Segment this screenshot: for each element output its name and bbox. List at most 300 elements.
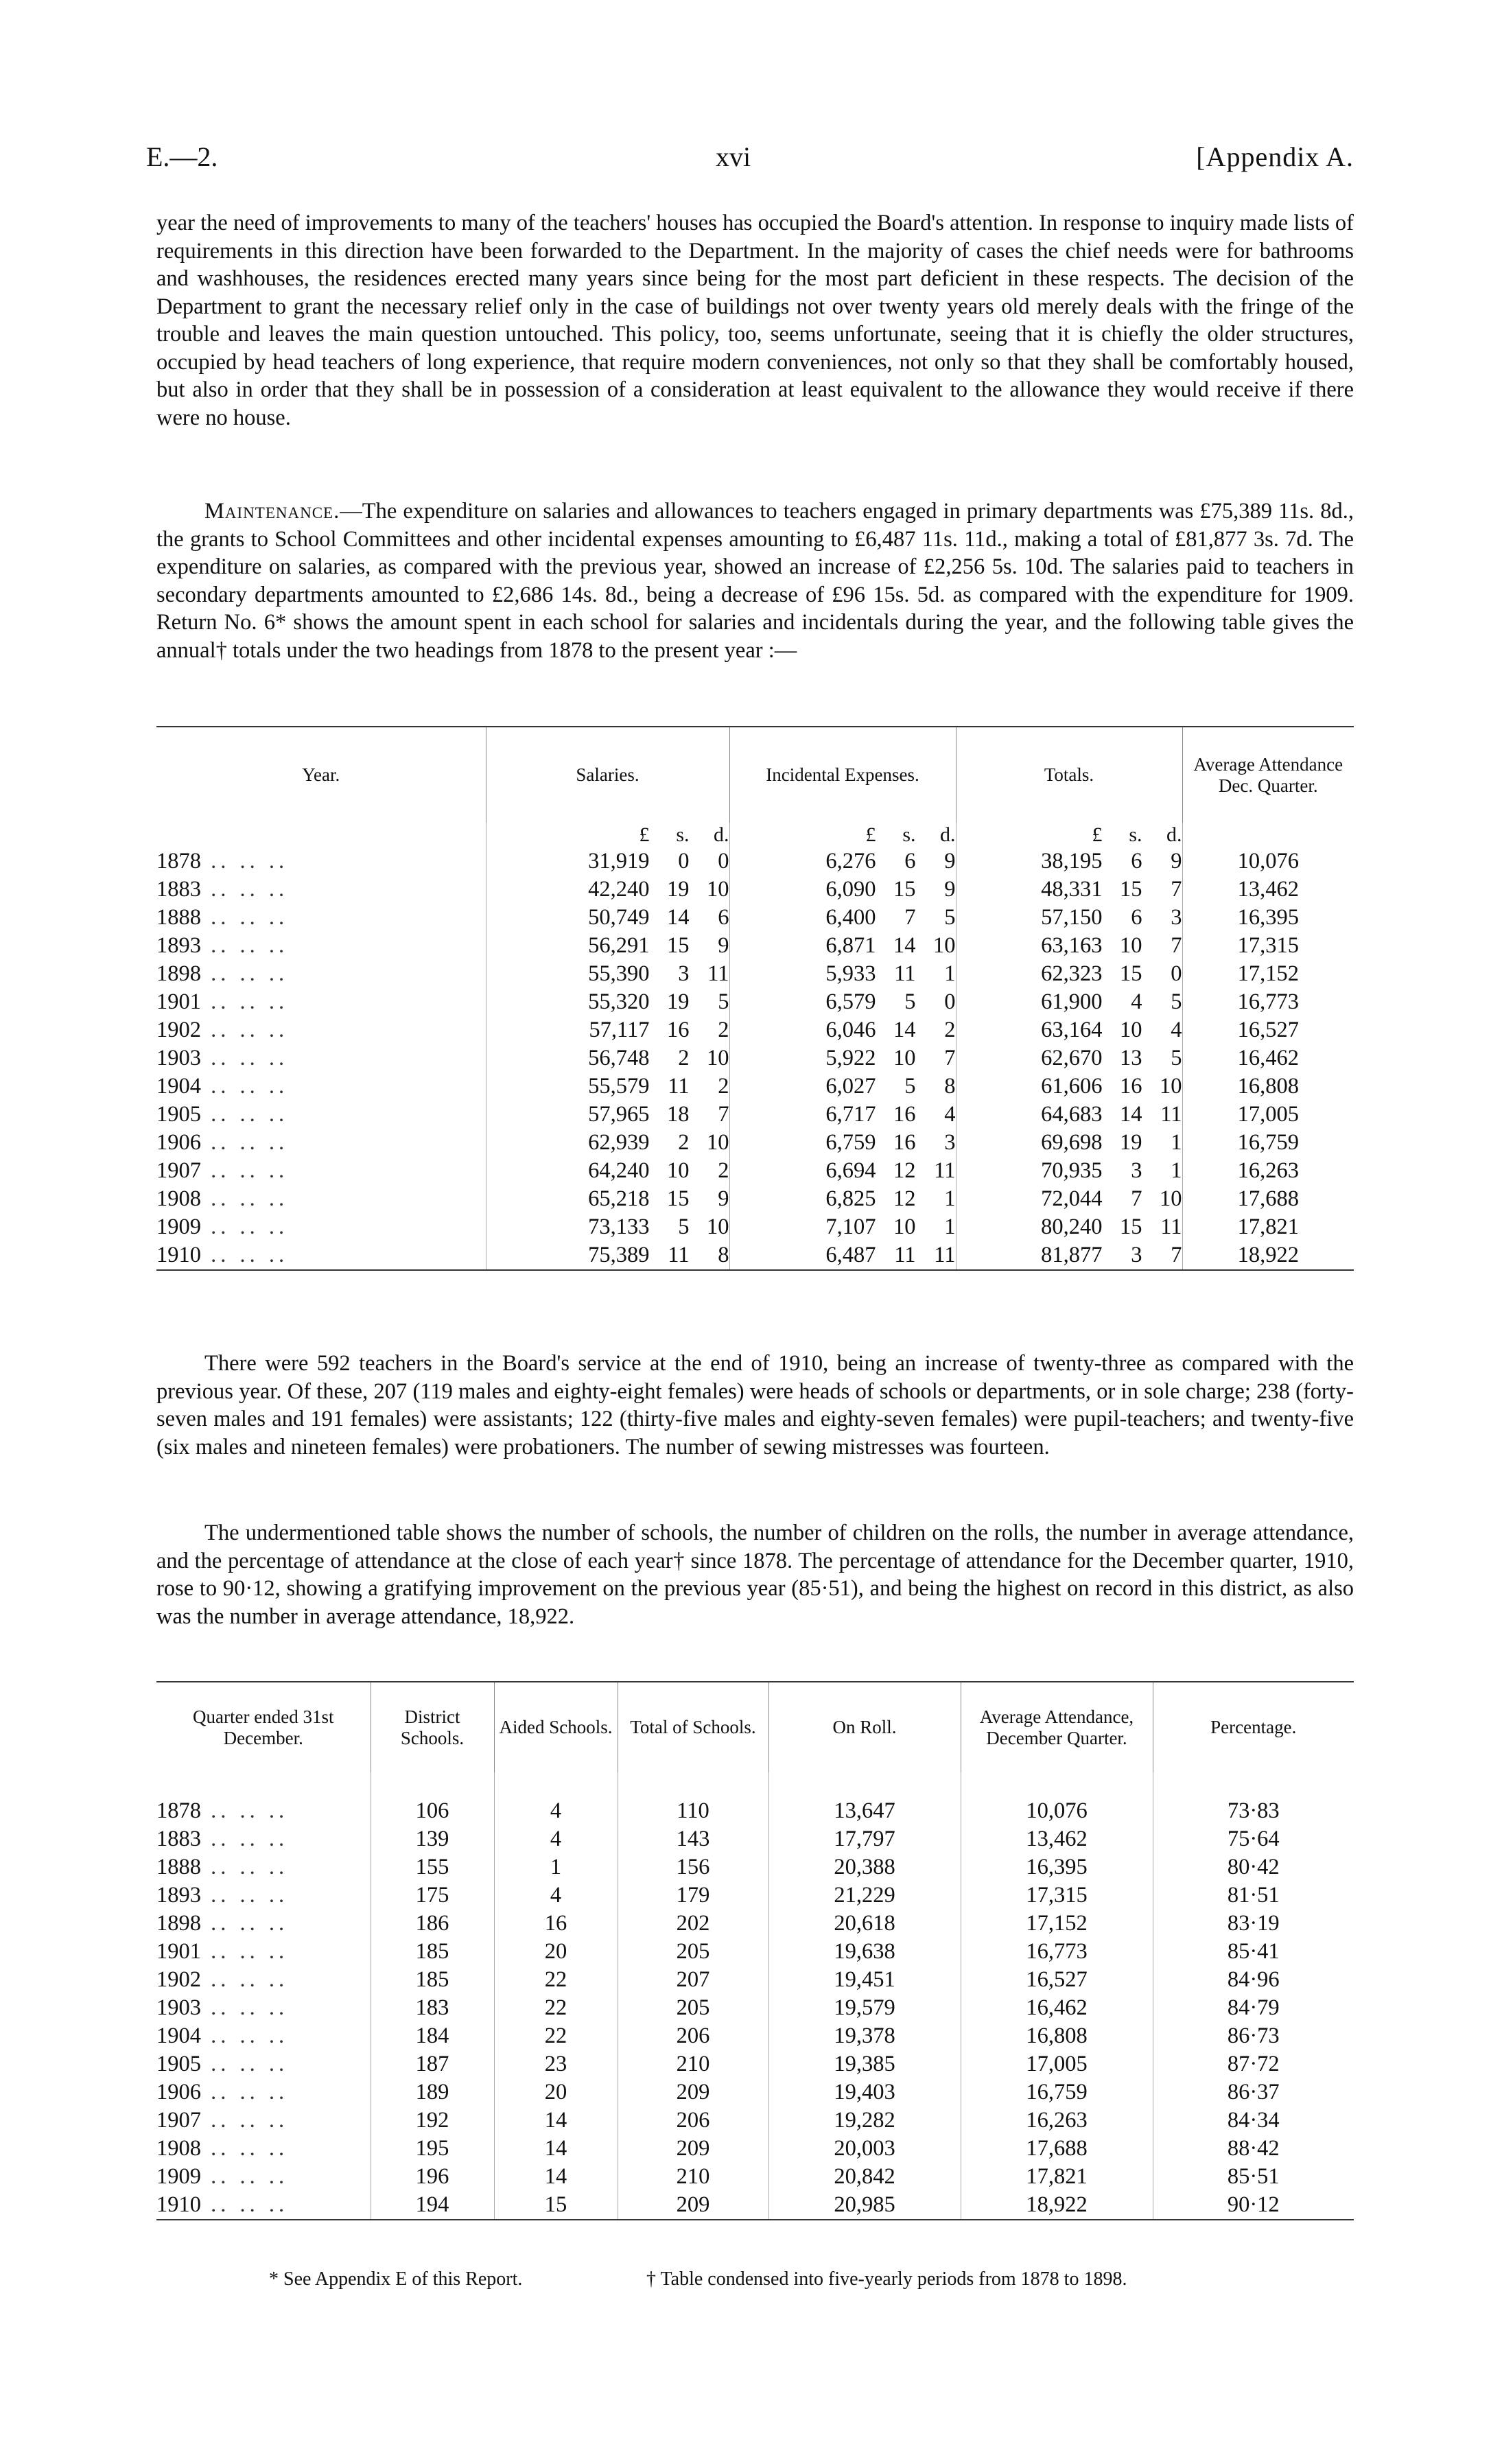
salaries-cell <box>486 1101 729 1129</box>
units-incidental <box>729 823 956 847</box>
row-year <box>156 1185 486 1213</box>
col-attendance-header: Average Attendance Dec. Quarter. <box>1182 727 1354 823</box>
incidental-cell-shillings: 16 <box>893 1130 916 1155</box>
table-row <box>156 1157 1354 1185</box>
attendance-cell: 16,263 <box>1182 1157 1354 1185</box>
leader-dots: .. .. .. <box>201 933 289 958</box>
leader-dots: .. .. .. <box>201 2192 289 2217</box>
totals-cell-amount <box>956 932 1182 960</box>
table-row <box>156 2050 1354 2078</box>
table-row <box>156 1825 1354 1853</box>
units-totals-group <box>956 823 1182 847</box>
incidental-cell <box>729 1016 956 1044</box>
incidental-cell-amount <box>730 876 956 904</box>
totals-cell-pence: 5 <box>1171 1046 1182 1070</box>
row-year <box>156 1129 486 1157</box>
aided-cell: 16 <box>494 1910 618 1938</box>
units-spacer <box>156 823 486 847</box>
incidental-cell-shillings: 10 <box>893 1046 916 1070</box>
totals-cell-pence: 4 <box>1171 1018 1182 1042</box>
leader-dots: .. .. .. <box>201 905 289 930</box>
incidental-cell-pounds: 5,922 <box>825 1046 876 1070</box>
incidental-cell-pence: 1 <box>944 961 956 986</box>
row-year-label: 1898 <box>156 961 201 986</box>
salaries-cell <box>486 847 729 876</box>
col-salaries-header: Salaries. <box>486 727 729 823</box>
totals-cell-pounds: 61,606 <box>1041 1074 1103 1099</box>
attendance-cell: 16,773 <box>1182 988 1354 1016</box>
leader-dots: .. .. .. <box>201 1855 289 1879</box>
roll-cell: 20,618 <box>768 1910 961 1938</box>
row-quarter-label: 1910 <box>156 2192 201 2217</box>
salaries-cell-shillings: 16 <box>667 1018 690 1042</box>
aided-cell: 14 <box>494 2163 618 2191</box>
salaries-cell-amount <box>486 1213 729 1241</box>
units-row <box>156 823 1354 847</box>
unit-shilling: s. <box>1129 823 1142 846</box>
district-cell: 195 <box>371 2135 494 2163</box>
salaries-cell-shillings: 19 <box>667 989 690 1014</box>
salaries-cell-pounds: 65,218 <box>588 1186 650 1211</box>
avg-attendance-cell: 16,527 <box>961 1966 1153 1994</box>
salaries-cell-shillings: 15 <box>667 1186 690 1211</box>
total-schools-cell: 209 <box>618 2135 768 2163</box>
attendance-cell: 10,076 <box>1182 847 1354 876</box>
spacer-row <box>156 1772 1354 1797</box>
district-cell: 155 <box>371 1853 494 1881</box>
salaries-cell <box>486 904 729 932</box>
district-cell: 185 <box>371 1966 494 1994</box>
percentage-cell: 83·19 <box>1153 1910 1354 1938</box>
table-row <box>156 1129 1354 1157</box>
roll-cell: 20,003 <box>768 2135 961 2163</box>
leader-dots: .. .. .. <box>201 2136 289 2161</box>
header-reference: E.—2. <box>146 141 218 172</box>
salaries-cell <box>486 1016 729 1044</box>
totals-cell-pounds: 48,331 <box>1041 877 1103 902</box>
incidental-cell-pence: 4 <box>944 1102 956 1127</box>
incidental-cell-shillings: 6 <box>904 849 916 873</box>
salaries-cell-pence: 6 <box>718 905 729 930</box>
salaries-cell-pence: 9 <box>718 933 729 958</box>
totals-cell-pence: 0 <box>1171 961 1182 986</box>
table-row <box>156 1881 1354 1910</box>
district-cell: 106 <box>371 1797 494 1825</box>
spacer-cell <box>494 1772 618 1797</box>
roll-cell: 19,403 <box>768 2078 961 2107</box>
row-quarter <box>156 2107 371 2135</box>
row-year <box>156 904 486 932</box>
salaries-cell-amount <box>486 1241 729 1269</box>
row-year-label: 1908 <box>156 1186 201 1211</box>
district-cell: 194 <box>371 2191 494 2220</box>
totals-cell <box>956 1213 1182 1241</box>
totals-cell-pence: 7 <box>1171 933 1182 958</box>
totals-cell-pence: 10 <box>1160 1186 1182 1211</box>
table-row <box>156 960 1354 988</box>
totals-cell <box>956 1044 1182 1072</box>
salaries-cell-amount <box>486 1016 729 1044</box>
table-row <box>156 1966 1354 1994</box>
leader-dots: .. .. .. <box>201 1911 289 1936</box>
incidental-cell-pounds: 6,825 <box>825 1186 876 1211</box>
salaries-cell-shillings: 15 <box>667 933 690 958</box>
attendance-cell: 17,152 <box>1182 960 1354 988</box>
table-row <box>156 1910 1354 1938</box>
incidental-cell-amount <box>730 1016 956 1044</box>
percentage-cell: 81·51 <box>1153 1881 1354 1910</box>
row-year-label: 1902 <box>156 1018 201 1042</box>
table-row <box>156 2163 1354 2191</box>
totals-cell-shillings: 3 <box>1131 1158 1142 1183</box>
district-cell: 189 <box>371 2078 494 2107</box>
attendance-cell: 17,688 <box>1182 1185 1354 1213</box>
row-quarter <box>156 1853 371 1881</box>
total-schools-cell: 206 <box>618 2022 768 2050</box>
totals-cell-shillings: 4 <box>1131 989 1142 1014</box>
totals-cell-pounds: 61,900 <box>1041 989 1103 1014</box>
leader-dots: .. .. .. <box>201 1130 289 1155</box>
paragraph-teachers: There were 592 teachers in the Board's service at the end of 1910, being an increase of twenty-three as compared with the previous year. Of these, 207 (119 males and eighty-eight females) were heads of schools or departments, or in sole charge; 238 (forty-seven males and 191 females) were assistants; 122 (thirty-five males and eighty-seven females) were pupil-teachers; and twenty-five (six males and nineteen females) were probationers. The number of sewing mistresses was fourteen. <box>156 1351 1354 1459</box>
leader-dots: .. .. .. <box>201 1102 289 1127</box>
incidental-cell-shillings: 12 <box>893 1186 916 1211</box>
totals-cell-amount <box>956 847 1182 876</box>
avg-attendance-cell: 17,005 <box>961 2050 1153 2078</box>
totals-cell-pence: 10 <box>1160 1074 1182 1099</box>
row-year-label: 1888 <box>156 905 201 930</box>
table-row <box>156 876 1354 904</box>
salaries-cell-pence: 10 <box>707 1215 729 1239</box>
avg-attendance-cell: 18,922 <box>961 2191 1153 2220</box>
incidental-cell-pence: 1 <box>944 1215 956 1239</box>
unit-shilling: s. <box>902 823 916 846</box>
leader-dots: .. .. .. <box>201 1158 289 1183</box>
totals-cell-pounds: 69,698 <box>1041 1130 1103 1155</box>
header-appendix: [Appendix A. <box>1196 141 1354 172</box>
totals-cell-pounds: 64,683 <box>1041 1102 1103 1127</box>
attendance-cell: 16,808 <box>1182 1072 1354 1101</box>
salaries-cell-shillings: 2 <box>678 1130 690 1155</box>
incidental-cell-pence: 1 <box>944 1186 956 1211</box>
totals-cell-pence: 9 <box>1171 849 1182 873</box>
leader-dots: .. .. .. <box>201 2108 289 2133</box>
row-quarter <box>156 1966 371 1994</box>
roll-cell: 19,282 <box>768 2107 961 2135</box>
spacer-cell <box>156 1772 371 1797</box>
spacer-cell <box>371 1772 494 1797</box>
total-schools-cell: 207 <box>618 1966 768 1994</box>
row-year-label: 1883 <box>156 877 201 902</box>
table-row <box>156 2191 1354 2220</box>
incidental-cell-shillings: 7 <box>904 905 916 930</box>
aided-cell: 20 <box>494 1938 618 1966</box>
row-quarter <box>156 2050 371 2078</box>
totals-cell-shillings: 15 <box>1120 877 1142 902</box>
avg-attendance-cell: 16,263 <box>961 2107 1153 2135</box>
units-salaries <box>486 823 729 847</box>
incidental-cell-pence: 9 <box>944 877 956 902</box>
row-year-label: 1906 <box>156 1130 201 1155</box>
col-aided-header: Aided Schools. <box>494 1682 618 1772</box>
percentage-cell: 87·72 <box>1153 2050 1354 2078</box>
totals-cell-pounds: 63,164 <box>1041 1018 1103 1042</box>
incidental-cell-shillings: 16 <box>893 1102 916 1127</box>
total-schools-cell: 205 <box>618 1994 768 2022</box>
row-year-label: 1893 <box>156 933 201 958</box>
salaries-cell-shillings: 11 <box>668 1243 690 1267</box>
percentage-cell: 86·73 <box>1153 2022 1354 2050</box>
percentage-cell: 86·37 <box>1153 2078 1354 2107</box>
district-cell: 184 <box>371 2022 494 2050</box>
incidental-cell-pounds: 6,046 <box>825 1018 876 1042</box>
incidental-cell <box>729 960 956 988</box>
incidental-cell-pence: 11 <box>934 1158 956 1183</box>
salaries-cell-shillings: 5 <box>678 1215 690 1239</box>
district-cell: 185 <box>371 1938 494 1966</box>
total-schools-cell: 210 <box>618 2163 768 2191</box>
incidental-cell-shillings: 11 <box>894 1243 916 1267</box>
avg-attendance-cell: 17,152 <box>961 1910 1153 1938</box>
totals-cell-pounds: 38,195 <box>1041 849 1103 873</box>
incidental-cell-pence: 3 <box>944 1130 956 1155</box>
totals-cell-amount <box>956 1185 1182 1213</box>
salaries-cell-pounds: 55,390 <box>588 961 650 986</box>
row-quarter-label: 1906 <box>156 2080 201 2104</box>
salaries-cell <box>486 960 729 988</box>
leader-dots: .. .. .. <box>201 877 289 902</box>
salaries-cell-pounds: 56,748 <box>588 1046 650 1070</box>
incidental-cell-shillings: 5 <box>904 1074 916 1099</box>
aided-cell: 22 <box>494 1966 618 1994</box>
totals-cell-shillings: 15 <box>1120 1215 1142 1239</box>
salaries-cell-pence: 0 <box>718 849 729 873</box>
row-quarter-label: 1905 <box>156 2052 201 2076</box>
totals-cell-pence: 7 <box>1171 1243 1182 1267</box>
incidental-cell-pence: 2 <box>944 1018 956 1042</box>
col-incidental-header: Incidental Expenses. <box>729 727 956 823</box>
incidental-cell-pounds: 6,717 <box>825 1102 876 1127</box>
unit-pence: d. <box>940 823 956 846</box>
table-row <box>156 1185 1354 1213</box>
incidental-cell-shillings: 12 <box>893 1158 916 1183</box>
salaries-table <box>156 726 1354 1271</box>
attendance-cell: 17,821 <box>1182 1213 1354 1241</box>
totals-cell <box>956 847 1182 876</box>
incidental-cell <box>729 1241 956 1270</box>
total-schools-cell: 209 <box>618 2078 768 2107</box>
incidental-cell-amount <box>730 904 956 932</box>
table-row <box>156 1853 1354 1881</box>
salaries-cell-pence: 2 <box>718 1018 729 1042</box>
table-row <box>156 1213 1354 1241</box>
incidental-cell <box>729 876 956 904</box>
table-row <box>156 932 1354 960</box>
row-year-label: 1904 <box>156 1074 201 1099</box>
leader-dots: .. .. .. <box>201 1995 289 2020</box>
incidental-cell-amount <box>730 988 956 1016</box>
totals-cell <box>956 1185 1182 1213</box>
table-row <box>156 1994 1354 2022</box>
leader-dots: .. .. .. <box>201 1018 289 1042</box>
salaries-cell-amount <box>486 988 729 1016</box>
aided-cell: 4 <box>494 1825 618 1853</box>
leader-dots: .. .. .. <box>201 1827 289 1851</box>
total-schools-cell: 143 <box>618 1825 768 1853</box>
leader-dots: .. .. .. <box>201 2023 289 2048</box>
spacer-cell <box>1153 1772 1354 1797</box>
totals-cell-shillings: 3 <box>1131 1243 1142 1267</box>
incidental-cell-pounds: 6,276 <box>825 849 876 873</box>
row-year <box>156 1044 486 1072</box>
totals-cell-shillings: 19 <box>1120 1130 1142 1155</box>
page-number: xvi <box>716 141 751 172</box>
totals-cell <box>956 904 1182 932</box>
leader-dots: .. .. .. <box>201 2080 289 2104</box>
incidental-cell-pounds: 6,694 <box>825 1158 876 1183</box>
salaries-cell <box>486 988 729 1016</box>
paragraph-houses: year the need of improvements to many of the teachers' houses has occupied the Board's attention. In response to inquiry made lists of requirements in this direction have been forwarded to the Department. In the majority of cases the chief needs were for bathrooms and washhouses, the residences erected many years since being for the most part deficient in these respects. The decision of the Department to grant the necessary relief only in the case of buildings not over twenty years old merely deals with the fringe of the trouble and leaves the main question untouched. This policy, too, seems unfortunate, seeing that it is chiefly the older structures, occupied by head teachers of long experience, that require modern conveniences, not only so that they shall be comfortably housed, but also in order that they shall be in possession of a consideration at least equivalent to the allowance they would receive if there were no house. <box>156 211 1354 430</box>
avg-attendance-cell: 17,821 <box>961 2163 1153 2191</box>
avg-attendance-cell: 16,395 <box>961 1853 1153 1881</box>
row-year-label: 1909 <box>156 1215 201 1239</box>
row-year <box>156 988 486 1016</box>
roll-cell: 19,378 <box>768 2022 961 2050</box>
row-year-label: 1903 <box>156 1046 201 1070</box>
avg-attendance-cell: 16,462 <box>961 1994 1153 2022</box>
salaries-cell-pounds: 57,117 <box>589 1018 650 1042</box>
totals-cell-shillings: 7 <box>1131 1186 1142 1211</box>
incidental-cell-pounds: 6,871 <box>825 933 876 958</box>
percentage-cell: 80·42 <box>1153 1853 1354 1881</box>
salaries-cell-pounds: 75,389 <box>588 1243 650 1267</box>
leader-dots: .. .. .. <box>201 961 289 986</box>
totals-cell-shillings: 16 <box>1120 1074 1142 1099</box>
totals-cell <box>956 988 1182 1016</box>
incidental-cell-shillings: 11 <box>894 961 916 986</box>
attendance-cell: 13,462 <box>1182 876 1354 904</box>
totals-cell <box>956 1101 1182 1129</box>
percentage-cell: 90·12 <box>1153 2191 1354 2220</box>
incidental-cell <box>729 1044 956 1072</box>
totals-cell-pounds: 70,935 <box>1041 1158 1103 1183</box>
aided-cell: 14 <box>494 2107 618 2135</box>
percentage-cell: 88·42 <box>1153 2135 1354 2163</box>
incidental-cell-amount <box>730 1157 956 1185</box>
salaries-cell-pence: 5 <box>718 989 729 1014</box>
salaries-cell-amount <box>486 1157 729 1185</box>
attendance-cell: 16,527 <box>1182 1016 1354 1044</box>
salaries-cell-pence: 9 <box>718 1186 729 1211</box>
attendance-cell: 16,759 <box>1182 1129 1354 1157</box>
col-quarter-header: Quarter ended 31st December. <box>193 1706 334 1748</box>
incidental-cell <box>729 1129 956 1157</box>
percentage-cell: 84·79 <box>1153 1994 1354 2022</box>
totals-cell-amount <box>956 1016 1182 1044</box>
leader-dots: .. .. .. <box>201 1883 289 1908</box>
incidental-cell <box>729 1185 956 1213</box>
total-schools-cell: 206 <box>618 2107 768 2135</box>
totals-cell <box>956 1129 1182 1157</box>
total-schools-cell: 209 <box>618 2191 768 2220</box>
salaries-cell-pounds: 31,919 <box>588 849 650 873</box>
salaries-cell-amount <box>486 904 729 932</box>
roll-cell: 19,385 <box>768 2050 961 2078</box>
aided-cell: 1 <box>494 1853 618 1881</box>
totals-cell-shillings: 10 <box>1120 933 1142 958</box>
salaries-cell-shillings: 3 <box>678 961 690 986</box>
roll-cell: 20,842 <box>768 2163 961 2191</box>
salaries-cell-pounds: 62,939 <box>588 1130 650 1155</box>
row-year-label: 1878 <box>156 849 201 873</box>
incidental-cell-pounds: 6,759 <box>825 1130 876 1155</box>
totals-cell-amount <box>956 1044 1182 1072</box>
incidental-cell-pounds: 6,579 <box>825 989 876 1014</box>
avg-attendance-cell: 10,076 <box>961 1797 1153 1825</box>
percentage-cell: 85·41 <box>1153 1938 1354 1966</box>
incidental-cell-shillings: 15 <box>893 877 916 902</box>
aided-cell: 14 <box>494 2135 618 2163</box>
table-row <box>156 1016 1354 1044</box>
col-avg-attendance-header: Average Attendance, December Quarter. <box>961 1682 1153 1772</box>
col-totals-header: Totals. <box>956 727 1182 823</box>
incidental-cell-amount <box>730 1072 956 1101</box>
salaries-cell-shillings: 19 <box>667 877 690 902</box>
incidental-cell-pence: 0 <box>944 989 956 1014</box>
paragraph-maintenance <box>156 497 1354 664</box>
incidental-cell-pounds: 7,107 <box>825 1215 876 1239</box>
units-salaries-group <box>486 823 729 847</box>
leader-dots: .. .. .. <box>201 1046 289 1070</box>
attendance-cell: 17,005 <box>1182 1101 1354 1129</box>
salaries-cell <box>486 1185 729 1213</box>
row-quarter <box>156 1797 371 1825</box>
table-row <box>156 1072 1354 1101</box>
incidental-cell-shillings: 14 <box>893 933 916 958</box>
roll-cell: 21,229 <box>768 1881 961 1910</box>
salaries-cell-shillings: 2 <box>678 1046 690 1070</box>
units-totals <box>956 823 1182 847</box>
total-schools-cell: 156 <box>618 1853 768 1881</box>
incidental-cell <box>729 988 956 1016</box>
totals-cell-amount <box>956 876 1182 904</box>
leader-dots: .. .. .. <box>201 1939 289 1964</box>
incidental-cell-pounds: 6,090 <box>825 877 876 902</box>
unit-pound: £ <box>1092 823 1103 846</box>
salaries-cell-amount <box>486 876 729 904</box>
salaries-cell-amount <box>486 1185 729 1213</box>
salaries-cell <box>486 1129 729 1157</box>
totals-cell-amount <box>956 1129 1182 1157</box>
table-row <box>156 2107 1354 2135</box>
salaries-cell-amount <box>486 1044 729 1072</box>
table-row <box>156 2022 1354 2050</box>
salaries-cell-amount <box>486 960 729 988</box>
salaries-cell-shillings: 11 <box>668 1074 690 1099</box>
incidental-cell <box>729 1101 956 1129</box>
table-row <box>156 1938 1354 1966</box>
unit-pence: d. <box>714 823 729 846</box>
row-quarter-label: 1893 <box>156 1883 201 1908</box>
aided-cell: 4 <box>494 1881 618 1910</box>
district-cell: 139 <box>371 1825 494 1853</box>
incidental-cell-shillings: 5 <box>904 989 916 1014</box>
salaries-cell-amount <box>486 1129 729 1157</box>
salaries-cell-amount <box>486 847 729 876</box>
salaries-cell-pence: 10 <box>707 1130 729 1155</box>
row-year <box>156 1241 486 1270</box>
table-row <box>156 2135 1354 2163</box>
avg-attendance-cell: 16,759 <box>961 2078 1153 2107</box>
